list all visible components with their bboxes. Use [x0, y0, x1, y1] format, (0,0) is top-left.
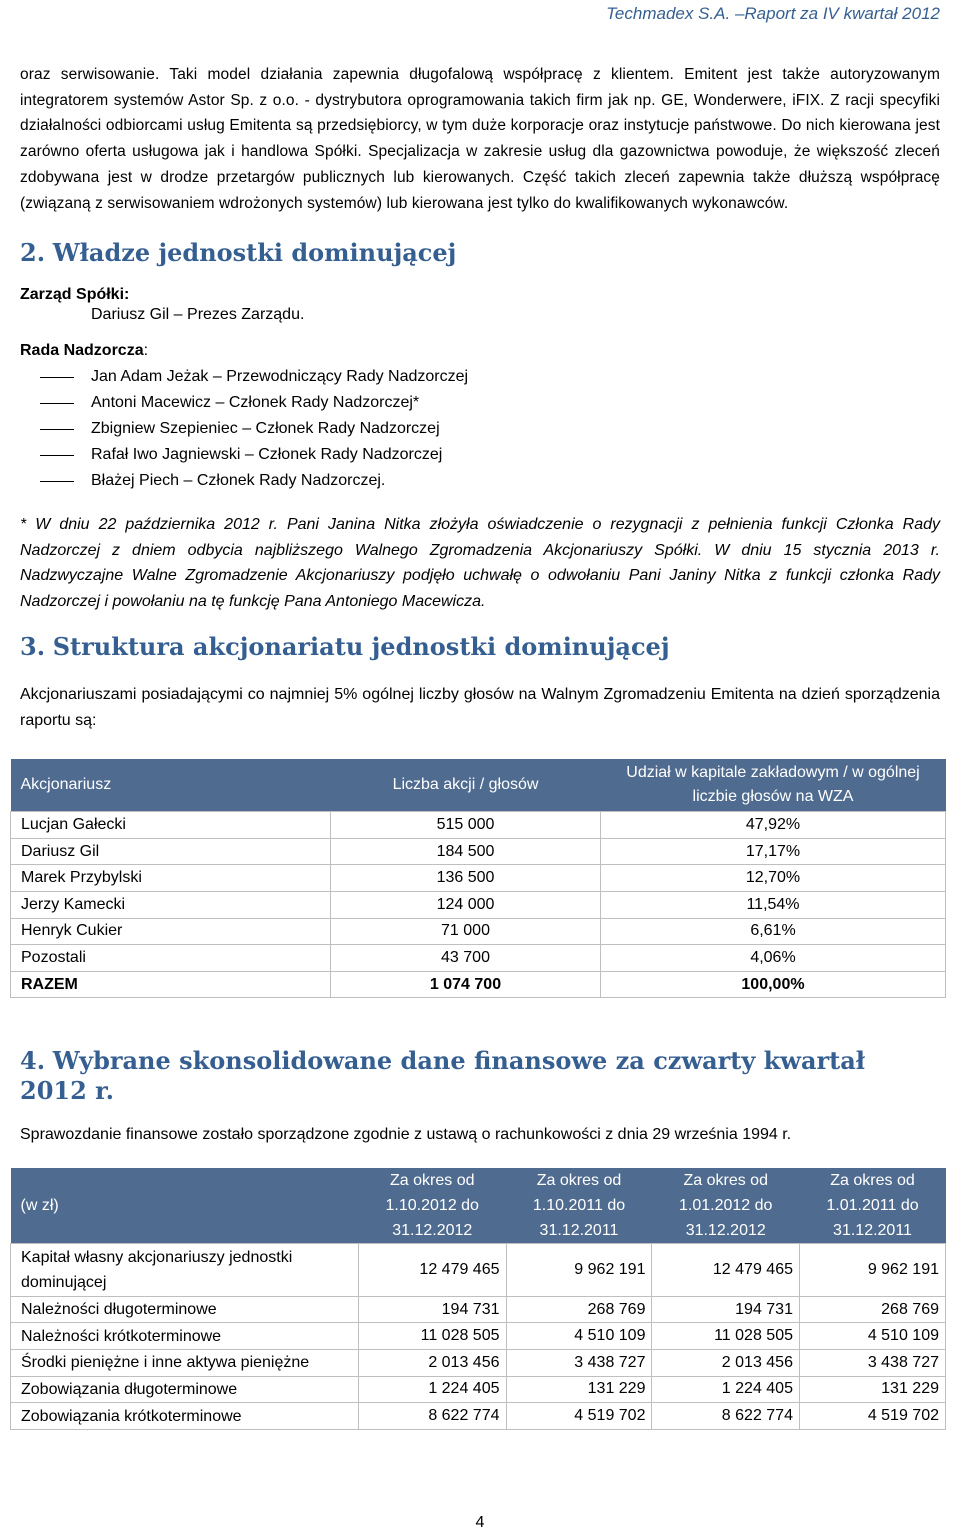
board-member: Rafał Iwo Jagniewski – Członek Rady Nadzorczej: [20, 442, 940, 468]
section-3-number: 3.: [20, 632, 46, 662]
dash-bullet: [40, 455, 74, 456]
header-period: Za okres od 1.01.2011 do 31.12.2011: [799, 1168, 945, 1244]
board-member: Antoni Macewicz – Członek Rady Nadzorczej*: [20, 390, 940, 416]
management-member: Dariusz Gil – Prezes Zarządu.: [91, 306, 305, 324]
shareholders-table: [10, 759, 946, 998]
header-shareholder: Akcjonariusz: [11, 759, 331, 812]
table-row: Należności krótkoterminowe 11 028 505 4 510 109 11 028 505 4 510 109: [11, 1323, 946, 1350]
management-label: Zarząd Spółki:: [20, 286, 130, 304]
board-member-list: [20, 364, 940, 494]
board-change-note: * W dniu 22 października 2012 r. Pani Janina Nitka złożyła oświadczenie o rezygnacji z pełnienia funkcji Członka Rady Nadzorczej z dniem odbycia najbliższego Walnego Zgromadzenia Akcjonariuszy Spółki. W dniu 15 stycznia 2013 r. Nadzwyczajne Walne Zgromadzenie Akcjonariuszy podjęło uchwałę o odwołaniu Pani Janiny Nitka z funkcji członka Rady Nadzorczej i powołaniu na tę funkcję Pana Antoniego Macewicza.: [20, 516, 940, 610]
section-3-heading: [20, 632, 940, 662]
section-2-number: 2.: [20, 238, 46, 268]
board-member: Jan Adam Jeżak – Przewodniczący Rady Nadzorczej: [20, 364, 940, 390]
board-label: Rada Nadzorcza: [20, 342, 144, 360]
table-row: Kapitał własny akcjonariuszy jednostki dominującej 12 479 465 9 962 191 12 479 465 9 962 191: [11, 1243, 946, 1296]
table-row: Marek Przybylski 136 500 12,70%: [11, 865, 946, 892]
table-row: Pozostali 43 700 4,06%: [11, 945, 946, 972]
table-row: Dariusz Gil 184 500 17,17%: [11, 838, 946, 865]
section-2-heading: [20, 238, 940, 268]
table-row: Henryk Cukier 71 000 6,61%: [11, 918, 946, 945]
board-heading: [20, 342, 940, 360]
table-total-row: RAZEM 1 074 700 100,00%: [11, 971, 946, 998]
header-period: Za okres od 1.10.2012 do 31.12.2012: [359, 1168, 507, 1244]
header-unit: (w zł): [11, 1168, 359, 1244]
page-number: 4: [475, 1514, 485, 1531]
header-period: Za okres od 1.10.2011 do 31.12.2011: [506, 1168, 652, 1244]
shareholders-intro: Akcjonariuszami posiadającymi co najmniej 5% ogólnej liczby głosów na Walnym Zgromadzeniu Emitenta na dzień sporządzenia raportu są:: [20, 686, 940, 729]
table-row: Środki pieniężne i inne aktywa pieniężne 2 013 456 3 438 727 2 013 456 3 438 727: [11, 1350, 946, 1377]
section-4-heading: [20, 1046, 940, 1106]
table-row: Należności długoterminowe 194 731 268 769 194 731 268 769: [11, 1296, 946, 1323]
dash-bullet: [40, 429, 74, 430]
header-period: Za okres od 1.01.2012 do 31.12.2012: [652, 1168, 800, 1244]
intro-paragraph: oraz serwisowanie. Taki model działania zapewnia długofalową współpracę z klientem. Emitent jest także autoryzowanym integratorem systemów Astor Sp. z o.o. - dystrybutora oprogramowania takich firm jak np. GE, Wonderwere, iFIX. Z racji specyfiki działalności odbiorcami usług Emitenta są przedsiębiorcy, w tym duże korporacje oraz instytucje państwowe. Do nich kierowana jest zarówno oferta usługowa jak i handlowa Spółki. Specjalizacja w zakresie usług dla gazownictwa powoduje, że większość zleceń zdobywana jest w drodze przetargów publicznych lub kierowanych. Część takich zleceń zapewnia także dłuższą współpracę (związaną z serwisowaniem wdrożonych systemów) lub kierowana jest tylko do kwalifikowanych wykonawców.: [20, 66, 940, 212]
section-2-title: Władze jednostki dominującej: [52, 238, 457, 268]
table-row: Lucjan Gałecki 515 000 47,92%: [11, 812, 946, 839]
financial-intro: Sprawozdanie finansowe zostało sporządzone zgodnie z ustawą o rachunkowości z dnia 29 września 1994 r.: [20, 1126, 792, 1144]
page-header: Techmadex S.A. –Raport za IV kwartał 2012: [606, 4, 940, 23]
table-header-row: [11, 1168, 946, 1244]
table-row: Zobowiązania krótkoterminowe 8 622 774 4 519 702 8 622 774 4 519 702: [11, 1403, 946, 1430]
report-content: [20, 62, 940, 1430]
header-shares: Liczba akcji / głosów: [331, 759, 601, 812]
section-3-title: Struktura akcjonariatu jednostki dominującej: [52, 632, 670, 662]
table-header-row: [11, 759, 946, 812]
section-4-number: 4.: [20, 1046, 46, 1076]
dash-bullet: [40, 403, 74, 404]
section-4-title: Wybrane skonsolidowane dane finansowe za czwarty kwartał 2012 r.: [20, 1046, 866, 1106]
financial-table: [10, 1168, 946, 1430]
table-row: Zobowiązania długoterminowe 1 224 405 131 229 1 224 405 131 229: [11, 1376, 946, 1403]
dash-bullet: [40, 481, 74, 482]
board-member: Zbigniew Szepieniec – Członek Rady Nadzorczej: [20, 416, 940, 442]
header-stake: Udział w kapitale zakładowym / w ogólnej liczbie głosów na WZA: [601, 759, 946, 812]
board-member: Błażej Piech – Członek Rady Nadzorczej.: [20, 468, 940, 494]
board-colon: :: [143, 342, 149, 360]
dash-bullet: [40, 377, 74, 378]
table-row: Jerzy Kamecki 124 000 11,54%: [11, 892, 946, 919]
